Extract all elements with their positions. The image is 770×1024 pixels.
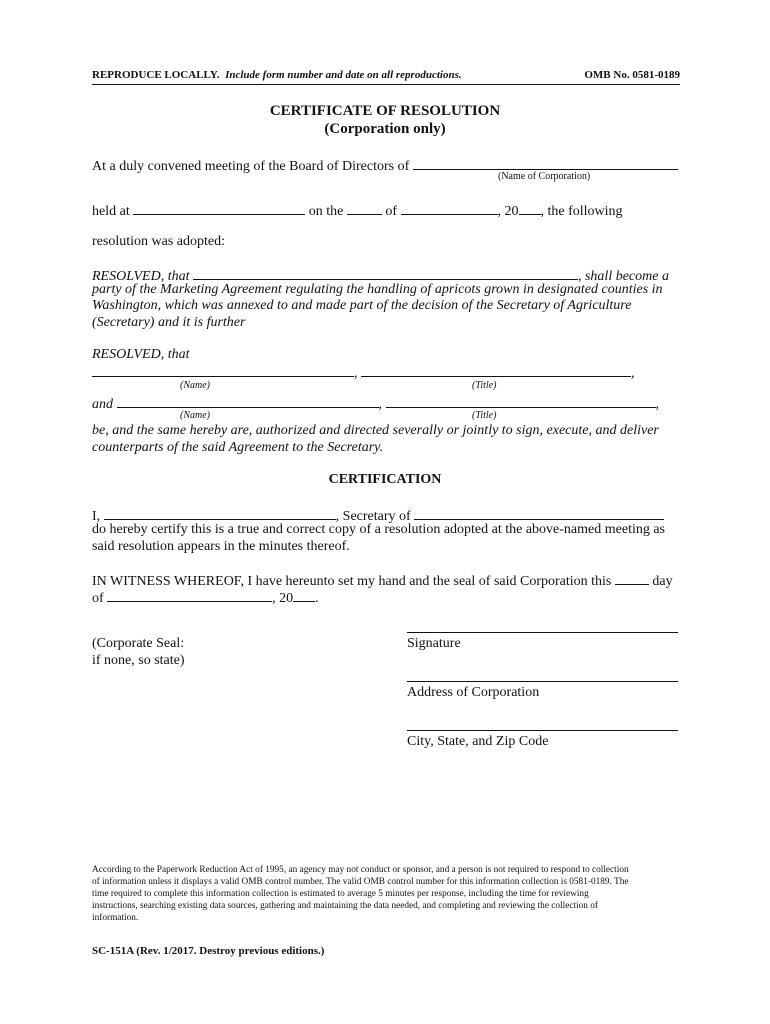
city-state-zip-label: City, State, and Zip Code — [407, 734, 549, 749]
address-field[interactable] — [407, 681, 678, 682]
witness-month-field[interactable] — [107, 587, 272, 602]
name-title-row-1: , , — [92, 362, 635, 382]
corporate-seal-note: if none, so state) — [92, 653, 185, 668]
secretary-of-field[interactable] — [414, 505, 664, 520]
certification-heading: CERTIFICATION — [328, 472, 442, 487]
secretary-name-field[interactable] — [104, 505, 336, 520]
meeting-day-field[interactable] — [347, 200, 382, 215]
witness-date-line: of , 20 . — [92, 587, 319, 607]
meeting-line: At a duly convened meeting of the Board of Directors of — [92, 155, 678, 175]
city-state-zip-field[interactable] — [407, 730, 678, 731]
certify-line: I, , Secretary of — [92, 505, 664, 525]
resolved-1-text-3: Washington, which was annexed to and made part of the decision of the Secretary of Agriculture — [92, 298, 632, 313]
resolved-name-field[interactable] — [193, 265, 578, 280]
reproduce-label: REPRODUCE LOCALLY. — [92, 69, 220, 81]
corp-caption: (Name of Corporation) — [498, 171, 591, 182]
paperwork-notice: According to the Paperwork Reduction Act of 1995, an agency may not conduct or sponsor, and a person is not required to respond to collection of information unless it displays a valid OMB control number. The valid OMB control number for this information collection is 0581-0189. The time required to complete this information collection is estimated to average 5 minutes per response, including the time for reviewing instructions, searching existing data sources, gathering and maintaining the data needed, and completing and reviewing the collection of information. — [92, 865, 629, 923]
meeting-year-field[interactable] — [519, 200, 541, 215]
name-caption-1: (Name) — [180, 380, 210, 391]
corporate-seal-label: (Corporate Seal: — [92, 636, 185, 651]
witness-day-field[interactable] — [615, 570, 649, 585]
title-caption-1: (Title) — [472, 380, 497, 391]
omb-number: OMB No. 0581-0189 — [584, 69, 680, 81]
adopted-line: resolution was adopted: — [92, 234, 225, 249]
authorized-text-2: counterparts of the said Agreement to the Secretary. — [92, 440, 384, 455]
name-title-row-2: and , , — [92, 393, 659, 413]
title-caption-2: (Title) — [472, 410, 497, 421]
resolved-1-text-4: (Secretary) and it is further — [92, 315, 246, 330]
name-field-1[interactable] — [92, 362, 354, 377]
title-field-1[interactable] — [361, 362, 631, 377]
address-label: Address of Corporation — [407, 685, 540, 700]
include-note: Include form number and date on all reproductions. — [225, 69, 462, 81]
witness-line: IN WITNESS WHEREOF, I have hereunto set my hand and the seal of said Corporation this day — [92, 570, 673, 590]
meeting-month-field[interactable] — [401, 200, 498, 215]
authorized-text-1: be, and the same hereby are, authorized and directed severally or jointly to sign, execute, and deliver — [92, 423, 659, 438]
form-footer: SC-151A (Rev. 1/2017. Destroy previous editions.) — [92, 945, 325, 957]
resolved-1-line: RESOLVED, that , shall become a — [92, 265, 669, 285]
name-field-2[interactable] — [117, 393, 379, 408]
corporation-name-field[interactable] — [413, 155, 678, 170]
page-title: CERTIFICATE OF RESOLUTION — [269, 103, 501, 119]
signature-label: Signature — [407, 636, 461, 651]
resolved-1-text-2: party of the Marketing Agreement regulating the handling of apricots grown in designated counties in — [92, 282, 663, 297]
signature-field[interactable] — [407, 632, 678, 633]
certify-text-3: said resolution appears in the minutes thereof. — [92, 539, 350, 554]
form-header — [92, 69, 680, 85]
resolved-2-start: RESOLVED, that — [92, 347, 190, 362]
certify-text-2: do hereby certify this is a true and correct copy of a resolution adopted at the above-named meeting as — [92, 522, 666, 537]
title-field-2[interactable] — [386, 393, 656, 408]
witness-year-field[interactable] — [293, 587, 315, 602]
held-at-line: held at on the of , 20 , the following — [92, 200, 623, 220]
meeting-place-field[interactable] — [133, 200, 305, 215]
name-caption-2: (Name) — [180, 410, 210, 421]
page-subtitle: (Corporation only) — [324, 121, 446, 137]
